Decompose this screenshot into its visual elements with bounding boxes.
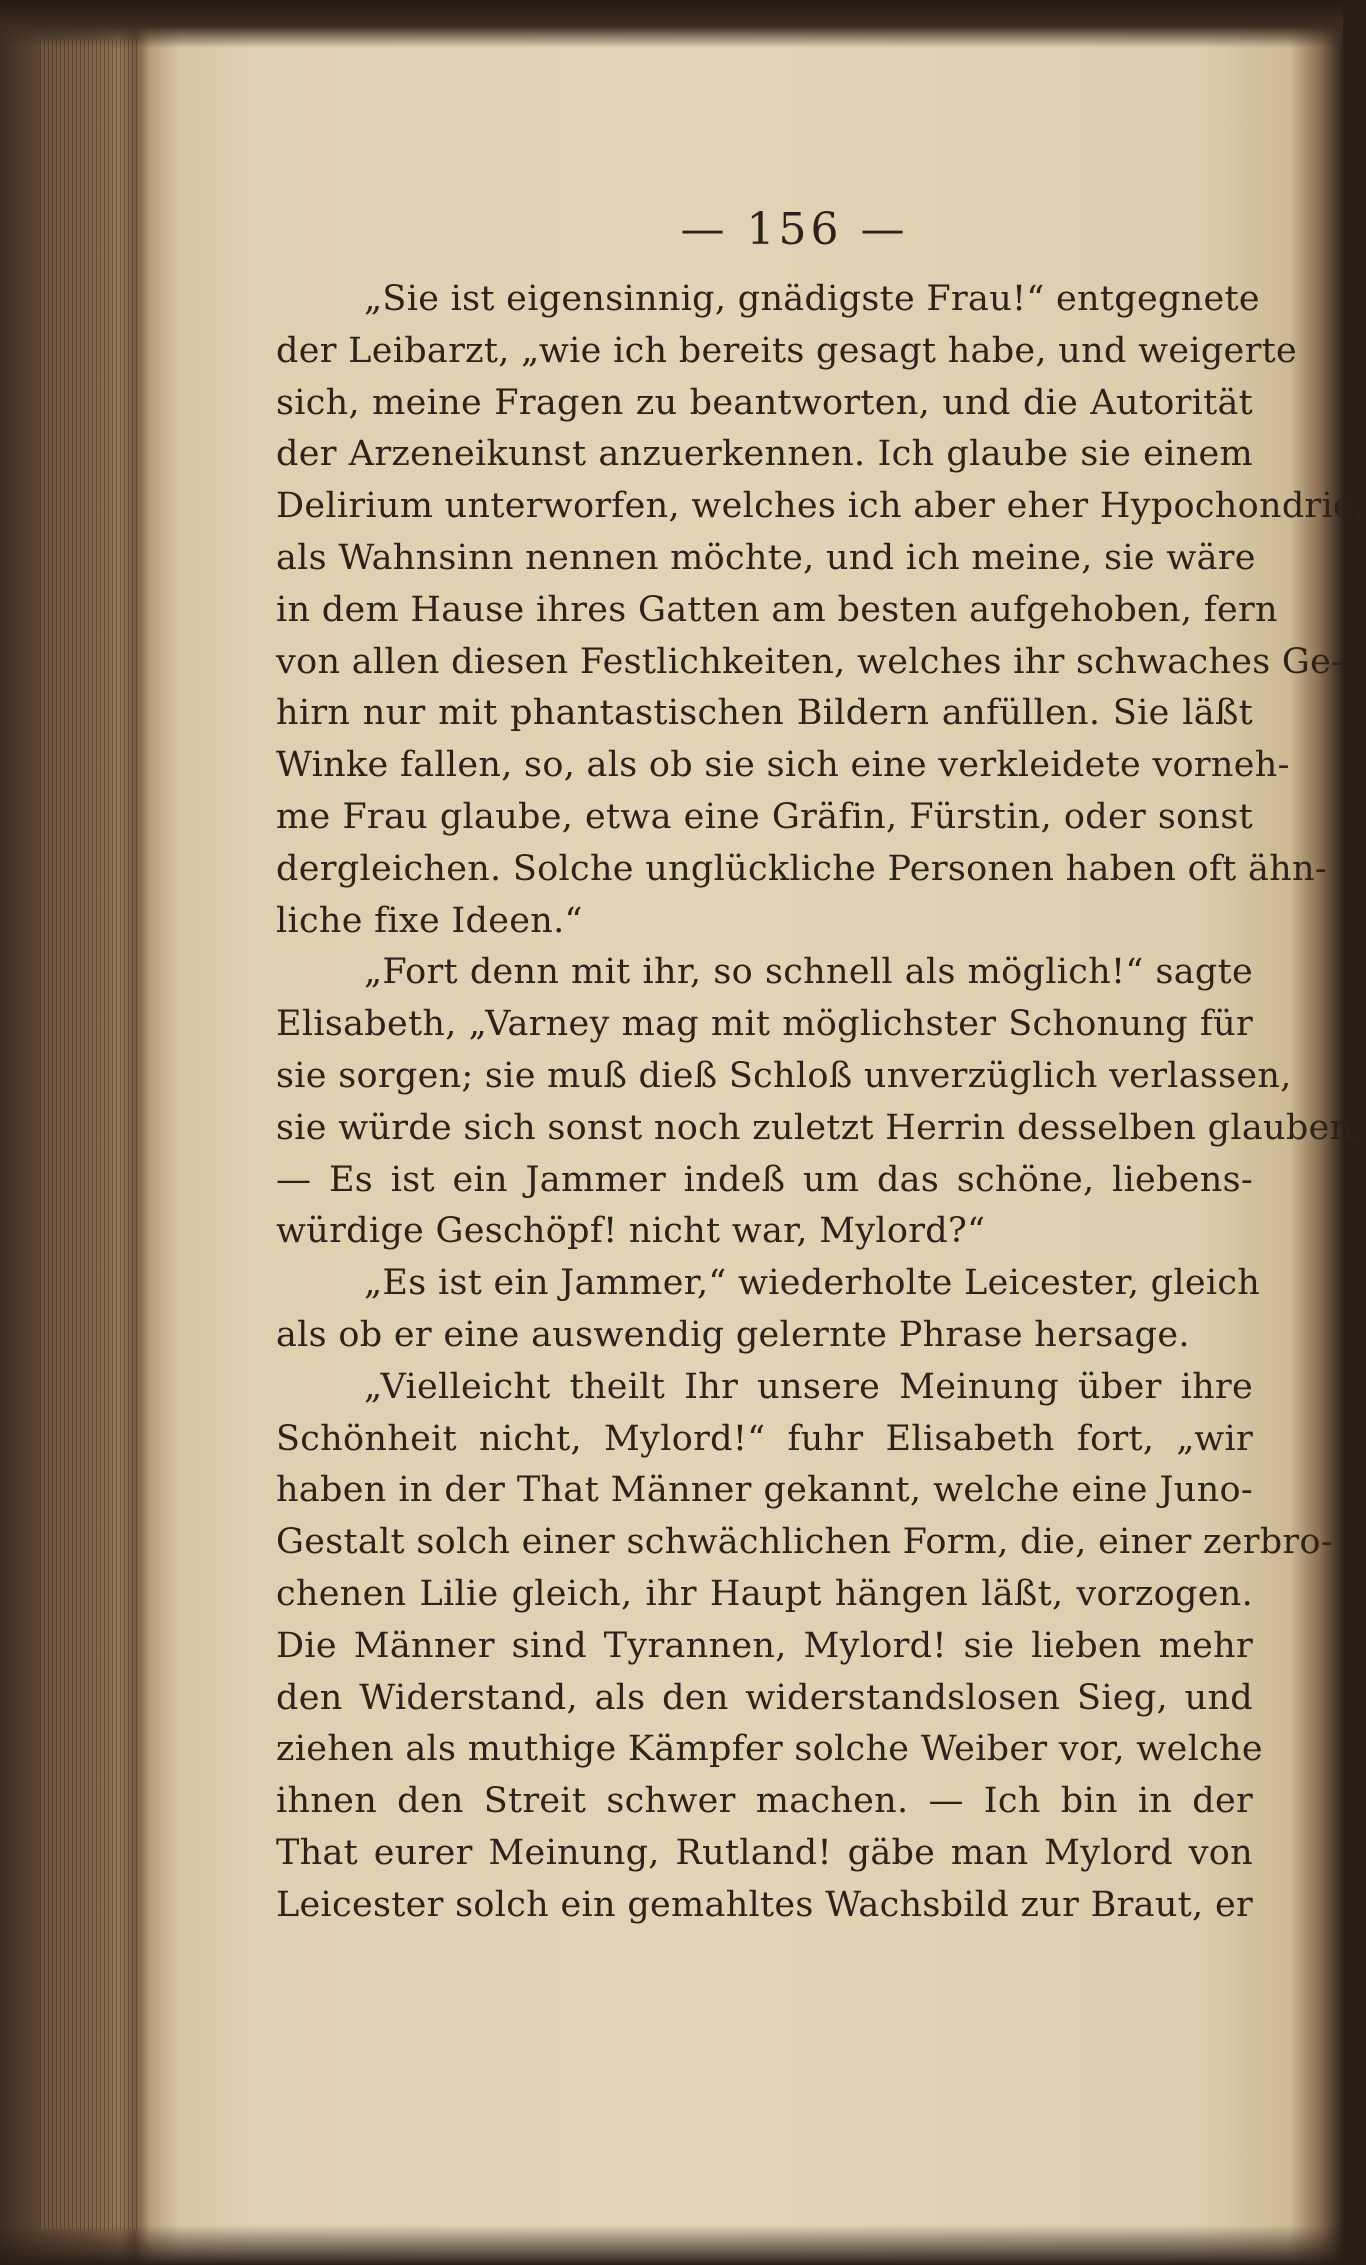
text-line: liche fixe Ideen.“ [276,900,583,941]
text-line: von allen diesen Festlichkeiten, welches ihr schwaches Ge- [276,641,1344,682]
text-line: als Wahnsinn nennen möchte, und ich meine, sie wäre [276,537,1256,578]
text-line: „Sie ist eigensinnig, gnädigste Frau!“ entgegnete [364,279,1260,319]
text-line: sich, meine Fragen zu beantworten, und die Autorität [276,382,1253,423]
text-line: der Leibarzt, „wie ich bereits gesagt habe, und weigerte [276,330,1297,371]
text-line: That eurer Meinung, Rutland! gäbe man Mylord von [276,1832,1253,1873]
text-line: der Arzeneikunst anzuerkennen. Ich glaube sie einem [276,434,1253,475]
text-line: Winke fallen, so, als ob sie sich eine verkleidete vorneh- [276,745,1290,786]
text-line: hirn nur mit phantastischen Bildern anfüllen. Sie läßt [276,693,1253,734]
text-line: „Es ist ein Jammer,“ wiederholte Leicester, gleich [364,1263,1261,1304]
text-line: chenen Lilie gleich, ihr Haupt hängen läßt, vorzogen. [276,1573,1253,1614]
text-line: „Vielleicht theilt Ihr unsere Meinung über ihre [364,1366,1253,1407]
page-stack-edge [40,40,140,2230]
text-line: — Es ist ein Jammer indeß um das schöne, liebens- [276,1159,1253,1200]
text-line: „Fort denn mit ihr, so schnell als möglich!“ sagte [364,952,1253,993]
text-line: den Widerstand, als den widerstandslosen Sieg, und [276,1677,1253,1718]
text-line: Delirium unterworfen, welches ich aber eher Hypochondrie, [276,486,1366,527]
text-line: Elisabeth, „Varney mag mit möglichster Schonung für [276,1004,1253,1045]
text-line: haben in der That Männer gekannt, welche eine Juno- [276,1470,1253,1511]
text-line: sie würde sich sonst noch zuletzt Herrin desselben glauben. [276,1107,1364,1148]
text-lines [276,274,1366,1932]
text-line: würdige Geschöpf! nicht war, Mylord?“ [276,1211,986,1252]
page-number: — 156 — [680,204,909,255]
text-line: als ob er eine auswendig gelernte Phrase hersage. [276,1314,1190,1355]
bottom-edge-shadow [0,2225,1343,2265]
text-line: dergleichen. Solche unglückliche Personen haben oft ähn- [276,848,1327,889]
text-line: Die Männer sind Tyrannen, Mylord! sie lieben mehr [276,1625,1253,1666]
page-text-block [276,200,1366,1932]
text-line: me Frau glaube, etwa eine Gräfin, Fürstin, oder sonst [276,796,1253,837]
text-line: sie sorgen; sie muß dieß Schloß unverzüglich verlassen, [276,1055,1292,1096]
text-line: Schönheit nicht, Mylord!“ fuhr Elisabeth fort, „wir [276,1418,1253,1459]
text-line: Gestalt solch einer schwächlichen Form, die, einer zerbro- [276,1522,1333,1563]
text-line: in dem Hause ihres Gatten am besten aufgehoben, fern [276,589,1278,630]
text-line: ihnen den Streit schwer machen. — Ich bin in der [276,1781,1253,1822]
text-line: Leicester solch ein gemahltes Wachsbild zur Braut, er [276,1884,1253,1925]
text-line: ziehen als muthige Kämpfer solche Weiber vor, welche [276,1729,1263,1770]
top-edge-shadow [0,0,1343,48]
